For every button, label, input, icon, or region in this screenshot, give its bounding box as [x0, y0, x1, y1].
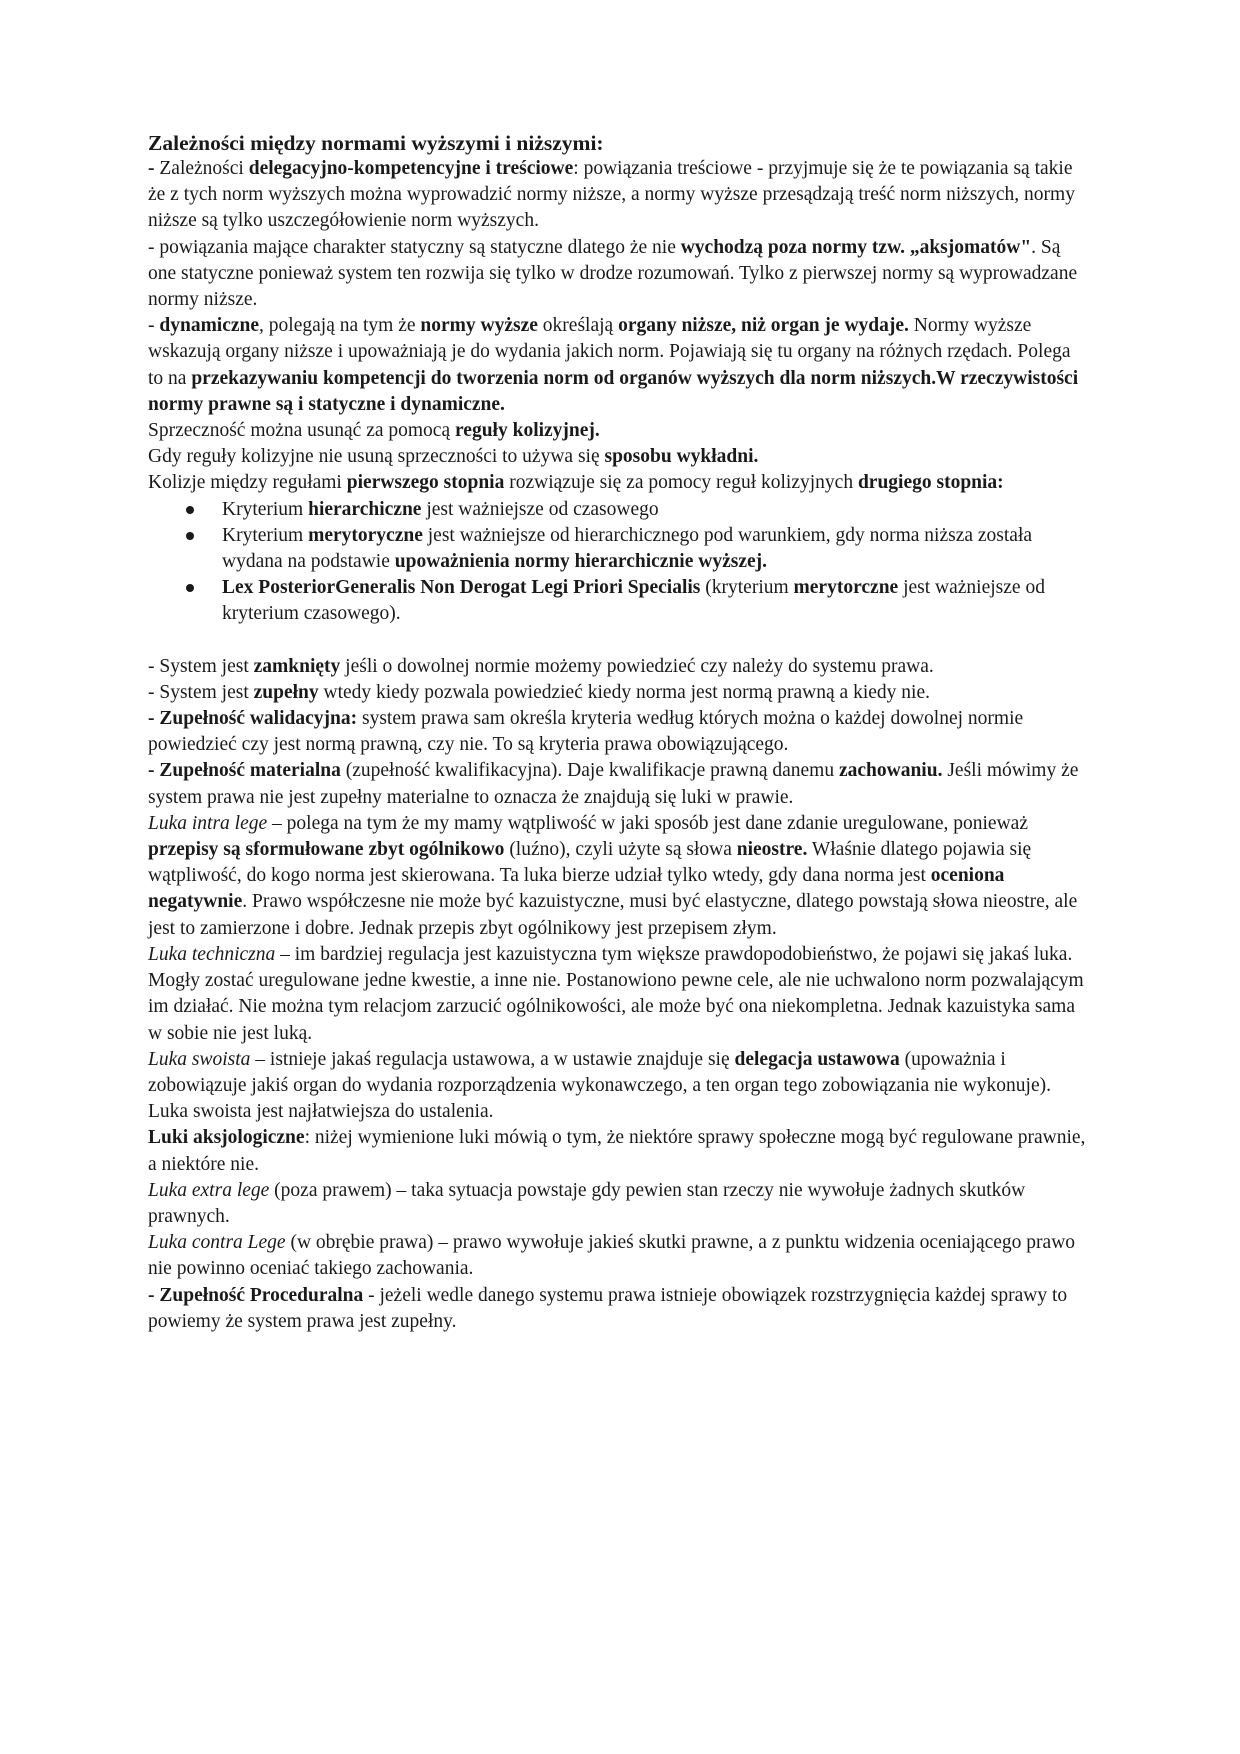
paragraph [148, 313, 1088, 418]
text-run: zamknięty [253, 655, 341, 677]
text-run: - System jest [148, 681, 254, 703]
text-run: Luka intra lege [148, 812, 268, 834]
paragraph [148, 1125, 1088, 1177]
text-run: (upoważnia i zobowiązuje jakiś organ do wydania rozporządzenia wykonawczego, a ten organ tego zobowiązania nie wykonuje). Luka swoista jest najłatwiejsza do ustalenia. [148, 1048, 1051, 1123]
text-run: Zależności [159, 158, 249, 179]
text-run: – istnieje jakaś regulacja ustawowa, a w ustawie znajduje się [250, 1048, 735, 1070]
text-run: - System jest [148, 655, 254, 677]
paragraph [148, 470, 1088, 496]
text-run: - Zupełność materialna [148, 760, 341, 782]
text-run: - Zupełność Proceduralna [148, 1284, 364, 1306]
paragraph [148, 706, 1088, 758]
text-run: Gdy reguły kolizyjne nie usuną sprzeczności to używa się [148, 446, 605, 468]
text-run: – im bardziej regulacja jest kazuistyczna tym większe prawdopodobieństwo, że pojawi się jakaś luka. Mogły zostać uregulowane jedne kwestie, a inne nie. Postanowiono pewne cele, ale nie uchwalono norm pozwalającym im działać. Nie można tym relacjom zarzucić ogólnikowości, ale może być ona niekompletna. Jednak kazuistyka sama w sobie nie jest luką. [148, 943, 1084, 1044]
text-run: dynamiczne [159, 315, 260, 337]
intro-section [148, 156, 1088, 497]
paragraph [148, 1047, 1088, 1126]
text-run: Właśnie dlatego pojawia się wątpliwość, do kogo norma jest skierowana. Ta luka bierze udział tylko wtedy, gdy dana norma jest [148, 839, 1032, 887]
text-run: : niżej wymienione luki mówią o tym, że niektóre sprawy społeczne mogą być regulowane prawnie, a niektóre nie. [148, 1127, 1086, 1175]
document-title: Zależności między normami wyższymi i niższymi: [148, 131, 604, 155]
text-run: - [148, 315, 160, 337]
paragraph [148, 156, 1088, 235]
text-run: , polegają na tym że [259, 315, 421, 337]
text-run: (zupełność kwalifikacyjna). Daje kwalifikacje prawną danemu [340, 760, 839, 782]
text-run: merytoryczne [308, 524, 423, 546]
text-run: przepisy są sformułowane zbyt ogólnikowo [148, 839, 505, 861]
text-run: Luki aksjologiczne [148, 1127, 305, 1149]
text-run: . Prawo współczesne nie może być kazuistyczne, musi być elastyczne, dlatego powstają słowa nieostre, ale jest to zamierzone i dobre. Jednak przepis zbyt ogólnikowy jest przepisem złym. [148, 891, 1078, 939]
text-run: Luka extra lege [148, 1179, 270, 1201]
text-run: : powiązania treściowe - przyjmuje się że te powiązania są takie że z tych norm wyższych można wyprowadzić normy niższe, a normy wyższe przesądzają treść norm niższych, normy niższe są tylko uszczegółowienie norm wyższych. [148, 158, 1075, 232]
text-run: określają [537, 315, 619, 337]
text-run: jest ważniejsze od czasowego [421, 498, 659, 520]
text-run: wtedy kiedy pozwala powiedzieć kiedy norma jest normą prawną a kiedy nie. [318, 681, 930, 703]
paragraph-spacer [148, 628, 1088, 654]
text-run: Kolizje między regułami [148, 472, 347, 494]
paragraph [148, 811, 1088, 942]
document-page [148, 130, 1088, 1335]
bullet-item [222, 497, 1088, 523]
text-run: reguły kolizyjnej. [455, 420, 600, 442]
text-run: (luźno), czyli użyte są słowa [504, 839, 737, 861]
text-run: jest ważniejsze od hierarchicznego pod warunkiem, gdy norma niższa została wydana na podstawie [222, 524, 1033, 573]
paragraph [148, 418, 1088, 444]
paragraph [148, 758, 1088, 810]
text-run: organy niższe, niż organ je wydaje. [618, 315, 909, 337]
text-run: Luka techniczna [148, 943, 276, 965]
text-run: Normy wyższe wskazują organy niższe i upoważniają je do wydania jakich norm. Pojawiają się tu organy na różnych rzędach. Polega to na [148, 315, 1071, 389]
text-run: rozwiązuje się za pomocy reguł kolizyjnych [504, 472, 858, 494]
text-run: jeśli o dowolnej normie możemy powiedzieć czy należy do systemu prawa. [340, 655, 934, 677]
text-run: upoważnienia normy hierarchicznie wyższej. [394, 551, 768, 573]
text-run: - Zupełność walidacyjna: [148, 708, 358, 730]
paragraph [148, 235, 1088, 314]
bullet-item [222, 523, 1088, 575]
completeness-section [148, 654, 1088, 1335]
text-run: (w obrębie prawa) – prawo wywołuje jakieś skutki prawne, a z punktu widzenia oceniającego prawo nie powinno oceniać takiego zachowania. [148, 1232, 1076, 1280]
text-run: oceniona negatywnie [148, 865, 1005, 913]
text-run: sposobu wykładni. [604, 446, 759, 468]
text-run: (kryterium [700, 577, 794, 599]
paragraph [148, 654, 1088, 680]
text-run: Jeśli mówimy że system prawa nie jest zupełny materialne to oznacza że znajdują się luki w prawie. [148, 760, 1079, 808]
text-run: Luka contra Lege [148, 1232, 286, 1254]
text-run: Lex PosteriorGeneralis Non Derogat Legi Priori Specialis [222, 577, 701, 599]
text-run: wychodzą poza normy tzw. „aksjomatów" [680, 236, 1032, 258]
bullet-item [222, 575, 1088, 627]
text-run: jest ważniejsze od kryterium czasowego). [222, 577, 1045, 625]
text-run: - jeżeli wedle danego systemu prawa istnieje obowiązek rozstrzygnięcia każdej sprawy to powiemy że system prawa jest zupełny. [148, 1284, 1068, 1332]
text-run: system prawa sam określa kryteria według których można o każdej dowolnej normie powiedzieć czy jest normą prawną, czy nie. To są kryteria prawa obowiązującego. [148, 708, 1024, 756]
paragraph [148, 1230, 1088, 1282]
paragraph [148, 444, 1088, 470]
text-run: Kryterium [222, 498, 309, 520]
text-run: drugiego stopnia: [857, 472, 1004, 494]
text-run: Luka swoista [148, 1048, 251, 1070]
text-run: przekazywaniu kompetencji do tworzenia norm od organów wyższych dla norm niższych.W rzeczywistości normy prawne są i statyczne i dynamiczne. [148, 367, 1079, 415]
paragraph [148, 942, 1088, 1047]
text-run: delegacyjno-kompetencyjne i treściowe [248, 158, 574, 179]
text-run: – polega na tym że my mamy wątpliwość w jaki sposób jest dane zdanie uregulowane, ponieważ [267, 812, 1028, 834]
criteria-bullet-list [148, 497, 1088, 628]
text-run: - powiązania mające charakter statyczny są statyczne dlatego że nie [148, 236, 681, 258]
text-run: Kryterium [222, 524, 309, 546]
text-run: normy wyższe [420, 315, 538, 337]
paragraph [148, 1283, 1088, 1335]
text-run: zupełny [253, 681, 319, 703]
text-run: . Są one statyczne ponieważ system ten rozwija się tylko w drodze rozumowań. Tylko z pierwszej normy są wyprowadzane normy niższe. [148, 236, 1078, 311]
text-run: delegacja ustawowa [734, 1048, 900, 1070]
paragraph [148, 1178, 1088, 1230]
text-run: pierwszego stopnia [346, 472, 505, 494]
text-run: zachowaniu. [838, 760, 943, 782]
text-run: nieostre. [736, 839, 808, 861]
text-run: Sprzeczność można usunąć za pomocą [148, 420, 455, 442]
text-run: hierarchiczne [308, 498, 422, 520]
text-run: (poza prawem) – taka sytuacja powstaje gdy pewien stan rzeczy nie wywołuje żadnych skutków prawnych. [148, 1179, 1026, 1227]
paragraph [148, 680, 1088, 706]
text-run: merytorczne [793, 577, 899, 599]
text-run: - [148, 158, 160, 179]
